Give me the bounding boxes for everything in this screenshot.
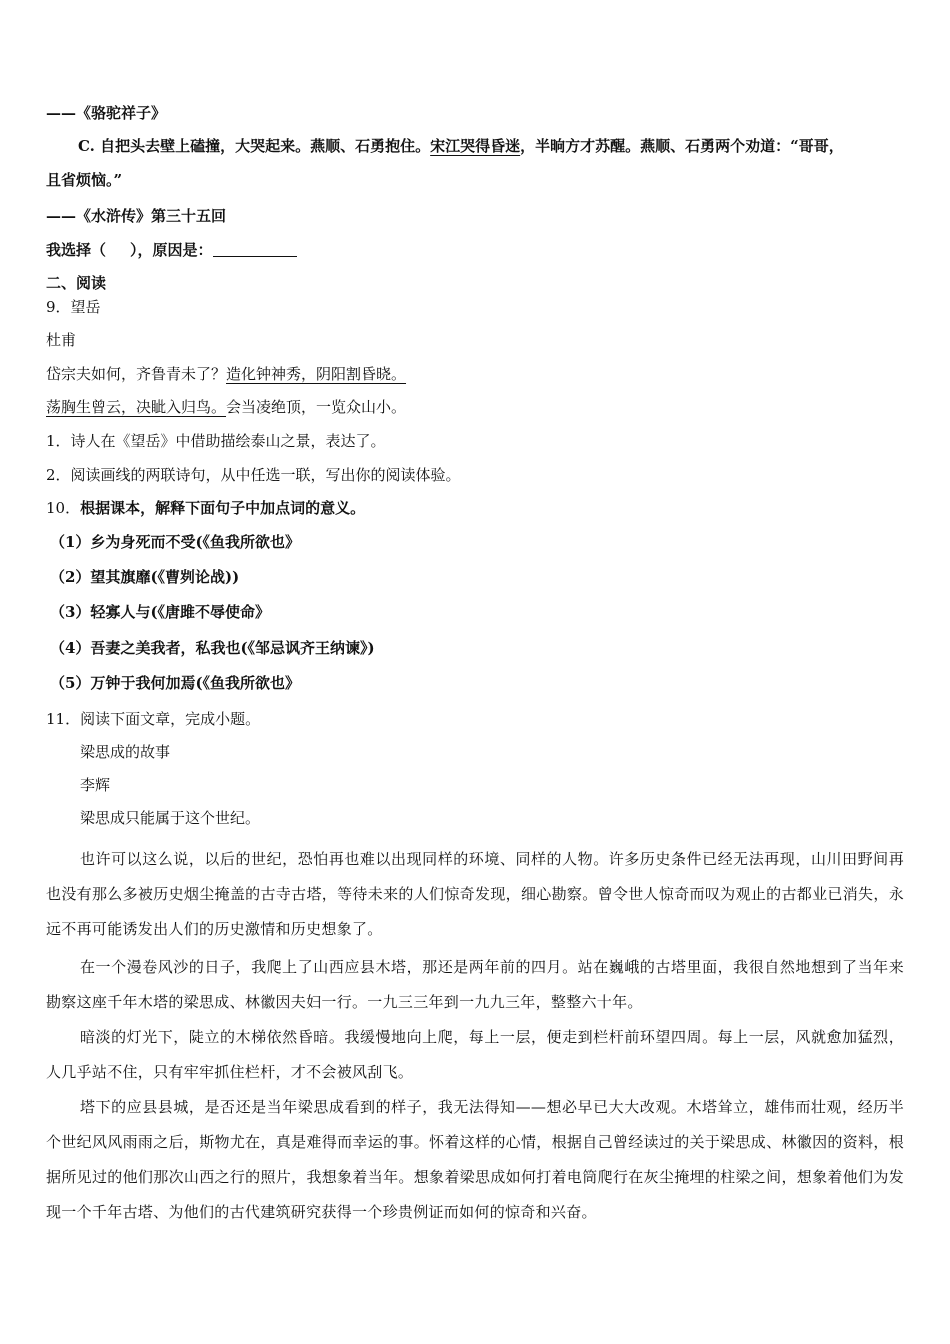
q10-item-3: （3）轻寡人与(《唐雎不辱使命》 bbox=[50, 603, 271, 621]
option-c-continuation: 且省烦恼。” bbox=[46, 171, 123, 189]
q10-item-5: （5）万钟于我何加焉(《鱼我所欲也》 bbox=[50, 674, 301, 692]
q10-heading bbox=[46, 498, 365, 518]
q9-title: 9．望岳 bbox=[46, 298, 101, 316]
option-c-label: C. bbox=[78, 137, 95, 155]
poem-line-1-b-underlined: 造化钟神秀，阴阳割昏晓。 bbox=[226, 365, 407, 383]
q10-item-1: （1）乡为身死而不受(《鱼我所欲也》 bbox=[50, 533, 301, 551]
poem-line-2-b: 会当凌绝顶，一览众山小。 bbox=[226, 398, 407, 416]
choice-answer-line bbox=[46, 240, 297, 260]
option-c-line bbox=[78, 136, 844, 156]
article-paragraph-5: 塔下的应县县城，是否还是当年梁思成看到的样子，我无法得知——想必早已大大改观。木塔耸立，雄伟而壮观，经历半个世纪风风雨雨之后，斯物尤在，真是难得而幸运的事。怀着这样的心情，根据自己曾经读过的关于梁思成、林徽因的资料，根据所见过的他们那次山西之行的照片，我想象着当年。想象着梁思成如何打着电筒爬行在灰尘掩埋的柱梁之间，想象着他们为发现一个千年古塔、为他们的古代建筑研究获得一个珍贵例证而如何的惊奇和兴奋。 bbox=[46, 1098, 904, 1221]
q9-sub1: 1．诗人在《望岳》中借助描绘泰山之景，表达了。 bbox=[46, 432, 386, 450]
poem-line-1 bbox=[46, 364, 406, 384]
choice-middle: ），原因是： bbox=[130, 241, 213, 259]
article-author: 李辉 bbox=[80, 776, 111, 794]
article-title: 梁思成的故事 bbox=[80, 743, 171, 761]
article-paragraph-4: 暗淡的灯光下，陡立的木梯依然昏暗。我缓慢地向上爬，每上一层，便走到栏杆前环望四周。每上一层，风就愈加猛烈，人几乎站不住，只有牢牢抓住栏杆，才不会被风刮飞。 bbox=[46, 1028, 904, 1081]
option-c-text-b: ，半晌方才苏醒。燕顺、石勇两个劝道：“哥哥， bbox=[520, 137, 844, 155]
option-c-underlined: 宋江哭得昏迷 bbox=[430, 137, 521, 155]
reason-blank[interactable] bbox=[213, 242, 297, 257]
q11-title: 11．阅读下面文章，完成小题。 bbox=[46, 710, 261, 728]
section-heading-reading: 二、阅读 bbox=[46, 274, 107, 292]
poem-line-1-a: 岱宗夫如何，齐鲁青未了？ bbox=[46, 365, 227, 383]
q10-item-2: （2）望其旗靡(《曹刿论战)) bbox=[50, 568, 240, 586]
poem-line-2-a-underlined: 荡胸生曾云，决眦入归鸟。 bbox=[46, 398, 227, 416]
q9-author: 杜甫 bbox=[46, 331, 77, 349]
q10-title: 根据课本，解释下面句子中加点词的意义。 bbox=[80, 499, 366, 517]
article-paragraph-1: 梁思成只能属于这个世纪。 bbox=[80, 809, 261, 827]
source-luotuo-xiangzi: ——《骆驼祥子》 bbox=[46, 104, 167, 122]
article-paragraph-2: 也许可以这么说，以后的世纪，恐怕再也难以出现同样的环境、同样的人物。许多历史条件已经无法再现，山川田野间再也没有那么多被历史烟尘掩盖的古寺古塔，等待未来的人们惊奇发现，细心勘察。曾令世人惊奇而叹为观止的古都业已消失，永远不再可能诱发出人们的历史激情和历史想象了。 bbox=[46, 850, 904, 938]
q9-sub2: 2．阅读画线的两联诗句，从中任选一联，写出你的阅读体验。 bbox=[46, 466, 461, 484]
article-paragraph-3: 在一个漫卷风沙的日子，我爬上了山西应县木塔，那还是两年前的四月。站在巍峨的古塔里面，我很自然地想到了当年来勘察这座千年木塔的梁思成、林徽因夫妇一行。一九三三年到一九九三年，整整六十年。 bbox=[46, 958, 904, 1011]
q10-item-4: （4）吾妻之美我者，私我也(《邹忌讽齐王纳谏》) bbox=[50, 639, 375, 657]
choice-prefix: 我选择（ bbox=[46, 241, 107, 259]
source-shuihuzhuan: ——《水浒传》第三十五回 bbox=[46, 207, 227, 225]
q10-number: 10． bbox=[46, 499, 81, 517]
option-c-text-a: 自把头去壁上磕撞，大哭起来。燕顺、石勇抱住。 bbox=[100, 137, 431, 155]
poem-line-2 bbox=[46, 397, 406, 417]
